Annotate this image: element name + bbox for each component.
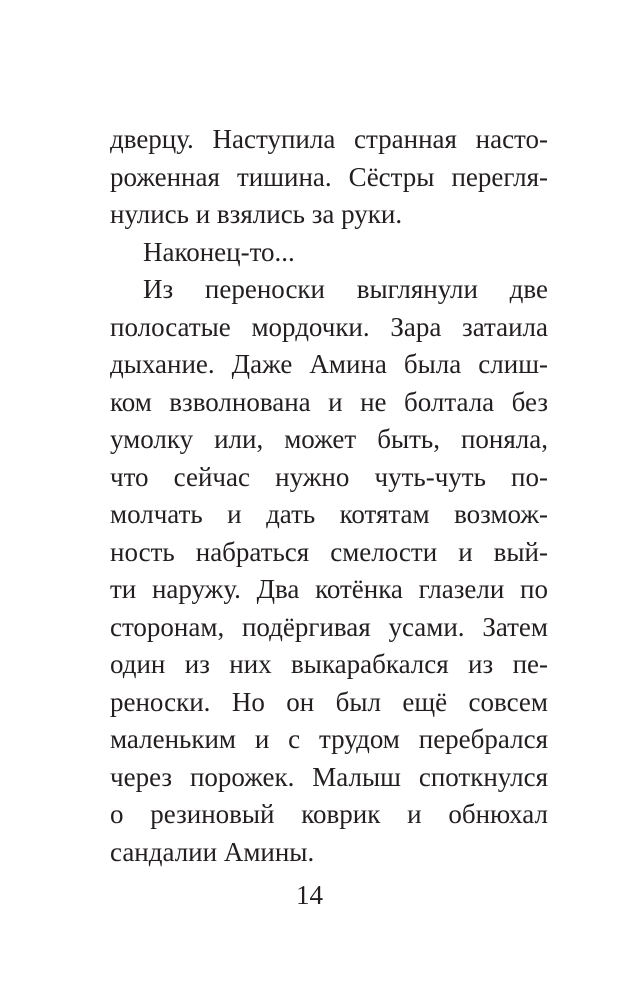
text-line: сандалии Амины. — [110, 836, 315, 867]
body-text — [110, 121, 548, 871]
text-line: через порожек. Малыш споткнулся — [110, 761, 548, 792]
text-line: Наконец-то... — [143, 236, 295, 267]
text-line: ность набраться смелости и вый- — [110, 536, 548, 567]
text-line: сторонам, подёргивая усами. Затем — [110, 611, 548, 642]
text-line: ком взволнована и не болтала без — [110, 386, 548, 417]
text-line: дыхание. Даже Амина была слиш- — [110, 349, 548, 379]
page-number: 14 — [296, 880, 323, 910]
text-line: нулись и взялись за руки. — [110, 199, 403, 229]
text-line: полосатые мордочки. Зара затаила — [110, 311, 548, 342]
text-line: реноски. Но он был ещё совсем — [110, 686, 548, 717]
text-line: умолку или, может быть, поняла, — [110, 424, 548, 454]
text-line: один из них выкарабкался из пе- — [110, 649, 548, 679]
text-line: маленьким и с трудом перебрался — [110, 724, 548, 754]
text-line: о резиновый коврик и обнюхал — [110, 799, 548, 829]
text-line: что сейчас нужно чуть-чуть по- — [110, 461, 548, 492]
text-line: молчать и дать котятам возмож- — [110, 499, 548, 529]
text-line: ти наружу. Два котёнка глазели по — [110, 574, 548, 604]
text-line: роженная тишина. Сёстры перегля- — [110, 161, 548, 192]
text-line: дверцу. Наступила странная насто- — [110, 124, 548, 154]
text-line: Из переноски выглянули две — [143, 274, 548, 304]
